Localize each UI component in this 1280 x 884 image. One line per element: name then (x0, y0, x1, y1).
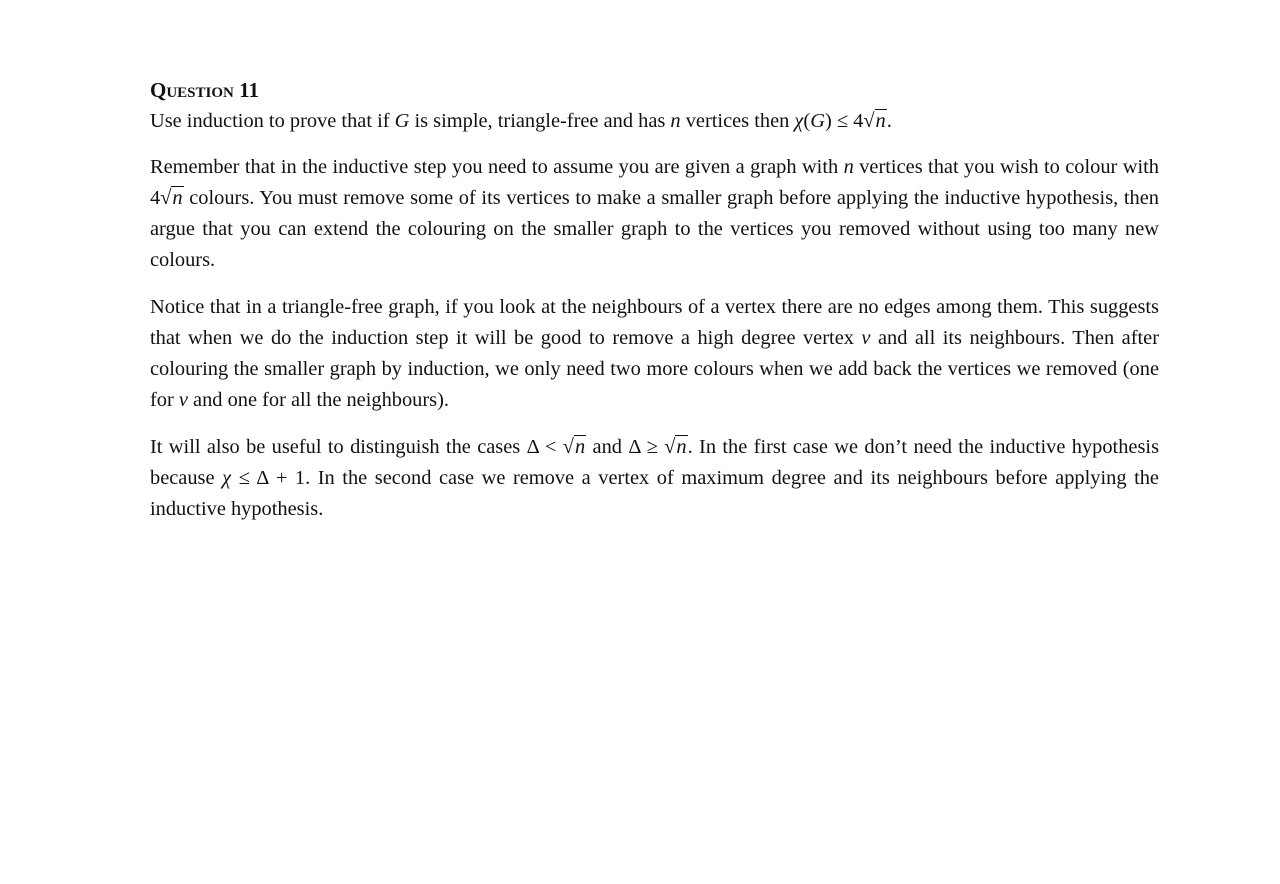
radical-sign: √ (562, 436, 574, 458)
math-variable: v (861, 327, 871, 349)
radicand: n (875, 110, 886, 132)
radical-sign: √ (160, 187, 172, 209)
math-variable: n (843, 156, 854, 178)
sqrt-expression (563, 435, 586, 458)
radicand: n (574, 436, 586, 458)
question-title: Question 11 (150, 78, 259, 102)
hint-paragraph-triangle-free: Notice that in a triangle-free graph, if you look at the neighbours of a vertex there are no edges among them. This suggests that when we do the induction step it will be good to remove a high degree vertex v and all its neighbours. Then after colouring the smaller graph by induction, we only need two more colours when we add back the vertices we removed (one for v and one for all the neighbours). (150, 296, 1160, 411)
math-variable: χ (222, 467, 232, 489)
hint-paragraph-inductive-step: Remember that in the inductive step you need to assume you are given a graph with n vertices that you wish to colour with 4√n colours. You must remove some of its vertices to make a smaller graph before applying the inductive hypothesis, then argue that you can extend the colouring on the smaller graph to the vertices you removed without using too many new colours. (150, 156, 1159, 271)
math-variable: n (670, 110, 681, 132)
radical-sign: √ (664, 436, 676, 458)
radicand: n (676, 436, 687, 458)
question-statement: Use induction to prove that if G is simple, triangle-free and has n vertices then χ(G) ≤ 4√n. (150, 110, 892, 132)
radicand: n (172, 187, 183, 209)
sqrt-expression (664, 435, 687, 458)
math-variable: G (810, 110, 825, 132)
radical-sign: √ (863, 110, 875, 132)
sqrt-expression (863, 109, 886, 132)
hint-paragraph-cases: It will also be useful to distinguish the cases Δ < √n and Δ ≥ √n. In the first case we don’t need the inductive hypothesis because χ ≤ Δ + 1. In the second case we remove a vertex of maximum degree and its neighbours before applying the inductive hypothesis. (150, 436, 1160, 520)
math-variable: χ (794, 110, 804, 132)
document (150, 75, 1159, 541)
math-variable: G (394, 110, 410, 132)
math-variable: v (178, 389, 188, 411)
sqrt-expression (160, 186, 183, 209)
